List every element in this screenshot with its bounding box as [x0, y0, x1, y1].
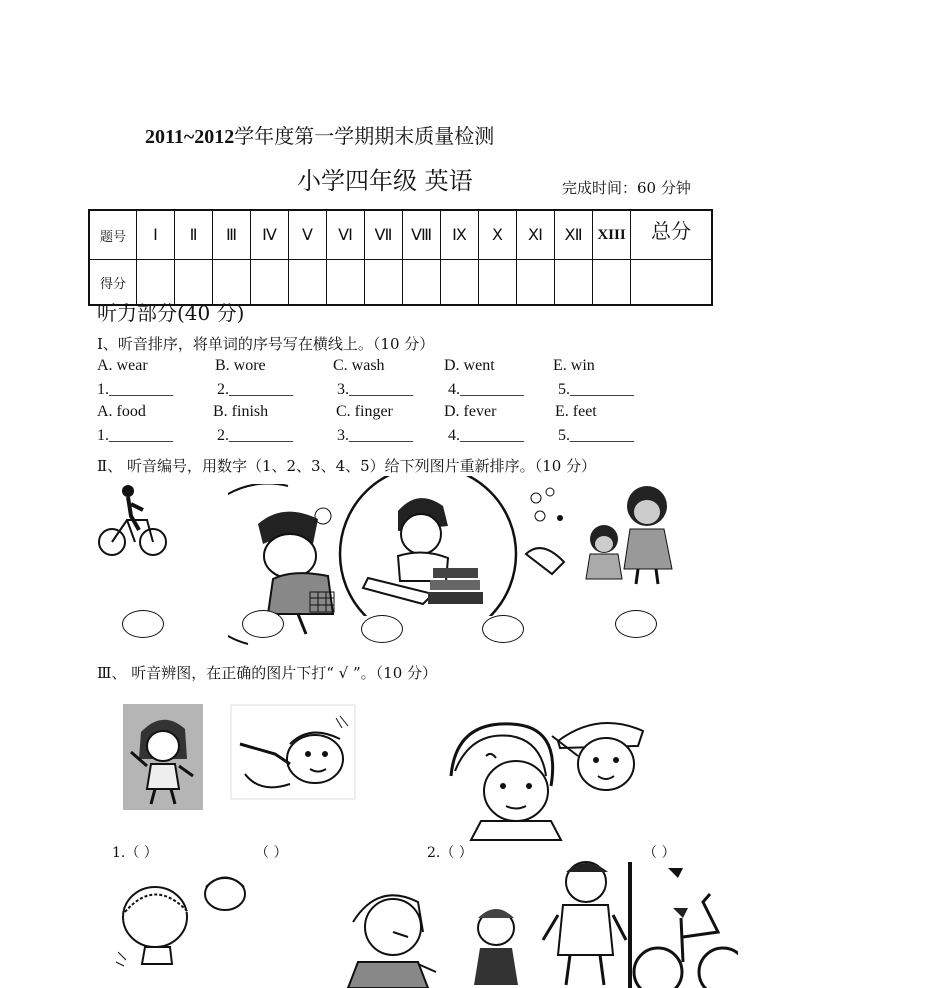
numeral-10: Ⅹ — [479, 210, 517, 260]
two-girls-image — [580, 484, 680, 589]
word-option: E. feet — [555, 403, 597, 420]
answer-blank[interactable]: 1.________ — [97, 427, 173, 444]
children-standing-image — [458, 860, 628, 988]
q3-title: Ⅲ、 听音辨图，在正确的图片下打“ √ ”。（10 分） — [97, 664, 438, 682]
exam-title-text: 学年度第一学期期末质量检测 — [234, 124, 495, 148]
row-label-score: 得分 — [89, 260, 137, 306]
answer-oval[interactable] — [615, 610, 657, 638]
word-option: A. food — [97, 403, 146, 420]
answer-blank[interactable]: 4.________ — [448, 381, 524, 398]
answer-blank[interactable]: 1.________ — [97, 381, 173, 398]
tick-paren[interactable]: 2.（ ） — [427, 845, 473, 861]
numeral-12: Ⅻ — [555, 210, 593, 260]
score-cell[interactable] — [555, 260, 593, 306]
answer-blank[interactable]: 5.________ — [558, 427, 634, 444]
word-option: E. win — [553, 357, 595, 374]
tick-paren[interactable]: （ ） — [643, 845, 676, 861]
score-cell[interactable] — [441, 260, 479, 306]
girl-ill-image — [110, 872, 250, 972]
boy-cap-image — [548, 716, 654, 794]
answer-blank[interactable]: 5.________ — [558, 381, 634, 398]
cyclist-image — [95, 484, 170, 559]
score-cell[interactable] — [479, 260, 517, 306]
numeral-1: Ⅰ — [137, 210, 175, 260]
numeral-6: Ⅵ — [327, 210, 365, 260]
total-label: 总分 — [631, 210, 713, 260]
girl-studying-image — [338, 476, 523, 616]
word-option: B. wore — [215, 357, 266, 374]
girl-waving-image — [123, 704, 203, 810]
word-option: A. wear — [97, 357, 148, 374]
q2-title: Ⅱ、 听音编号，用数字（1、2、3、4、5）给下列图片重新排序。（10 分） — [97, 457, 597, 475]
listening-section-title: 听力部分(40 分) — [97, 301, 245, 325]
partial-image — [522, 484, 567, 579]
word-option: B. finish — [213, 403, 269, 420]
word-option: C. finger — [336, 403, 393, 420]
row-label-number: 题号 — [89, 210, 137, 260]
numeral-8: Ⅷ — [403, 210, 441, 260]
boy-lying-image — [230, 704, 356, 800]
old-man-image — [338, 882, 440, 988]
numeral-5: Ⅴ — [289, 210, 327, 260]
score-table — [88, 209, 713, 306]
answer-blank[interactable]: 2.________ — [217, 427, 293, 444]
q1-title: Ⅰ、听音排序，将单词的序号写在横线上。（10 分） — [97, 335, 435, 353]
exam-title — [145, 120, 494, 149]
completion-time: 完成时间：60 分钟 — [562, 179, 691, 197]
score-cell[interactable] — [593, 260, 631, 306]
word-option: D. fever — [444, 403, 497, 420]
numeral-3: Ⅲ — [213, 210, 251, 260]
numeral-2: Ⅱ — [175, 210, 213, 260]
numeral-9: Ⅸ — [441, 210, 479, 260]
exam-subtitle: 小学四年级 英语 — [297, 167, 473, 195]
question-number-row — [89, 210, 712, 260]
word-option: C. wash — [333, 357, 385, 374]
numeral-7: Ⅶ — [365, 210, 403, 260]
answer-blank[interactable]: 3.________ — [337, 381, 413, 398]
answer-oval[interactable] — [242, 610, 284, 638]
answer-blank[interactable]: 2.________ — [217, 381, 293, 398]
tick-paren[interactable]: （ ） — [255, 845, 288, 861]
score-cell[interactable] — [365, 260, 403, 306]
word-option: D. went — [444, 357, 495, 374]
answer-blank[interactable]: 3.________ — [337, 427, 413, 444]
score-cell[interactable] — [289, 260, 327, 306]
tick-paren[interactable]: 1.（ ） — [112, 845, 158, 861]
total-score-cell[interactable] — [631, 260, 713, 306]
numeral-13: XIII — [593, 210, 631, 260]
answer-blank[interactable]: 4.________ — [448, 427, 524, 444]
score-cell[interactable] — [403, 260, 441, 306]
exam-year: 2011~2012 — [145, 126, 235, 148]
score-cell[interactable] — [517, 260, 555, 306]
score-cell[interactable] — [327, 260, 365, 306]
numeral-4: Ⅳ — [251, 210, 289, 260]
numeral-11: Ⅺ — [517, 210, 555, 260]
answer-oval[interactable] — [122, 610, 164, 638]
score-cell[interactable] — [251, 260, 289, 306]
answer-oval[interactable] — [482, 615, 524, 643]
bicycle-image — [628, 862, 738, 988]
answer-oval[interactable] — [361, 615, 403, 643]
